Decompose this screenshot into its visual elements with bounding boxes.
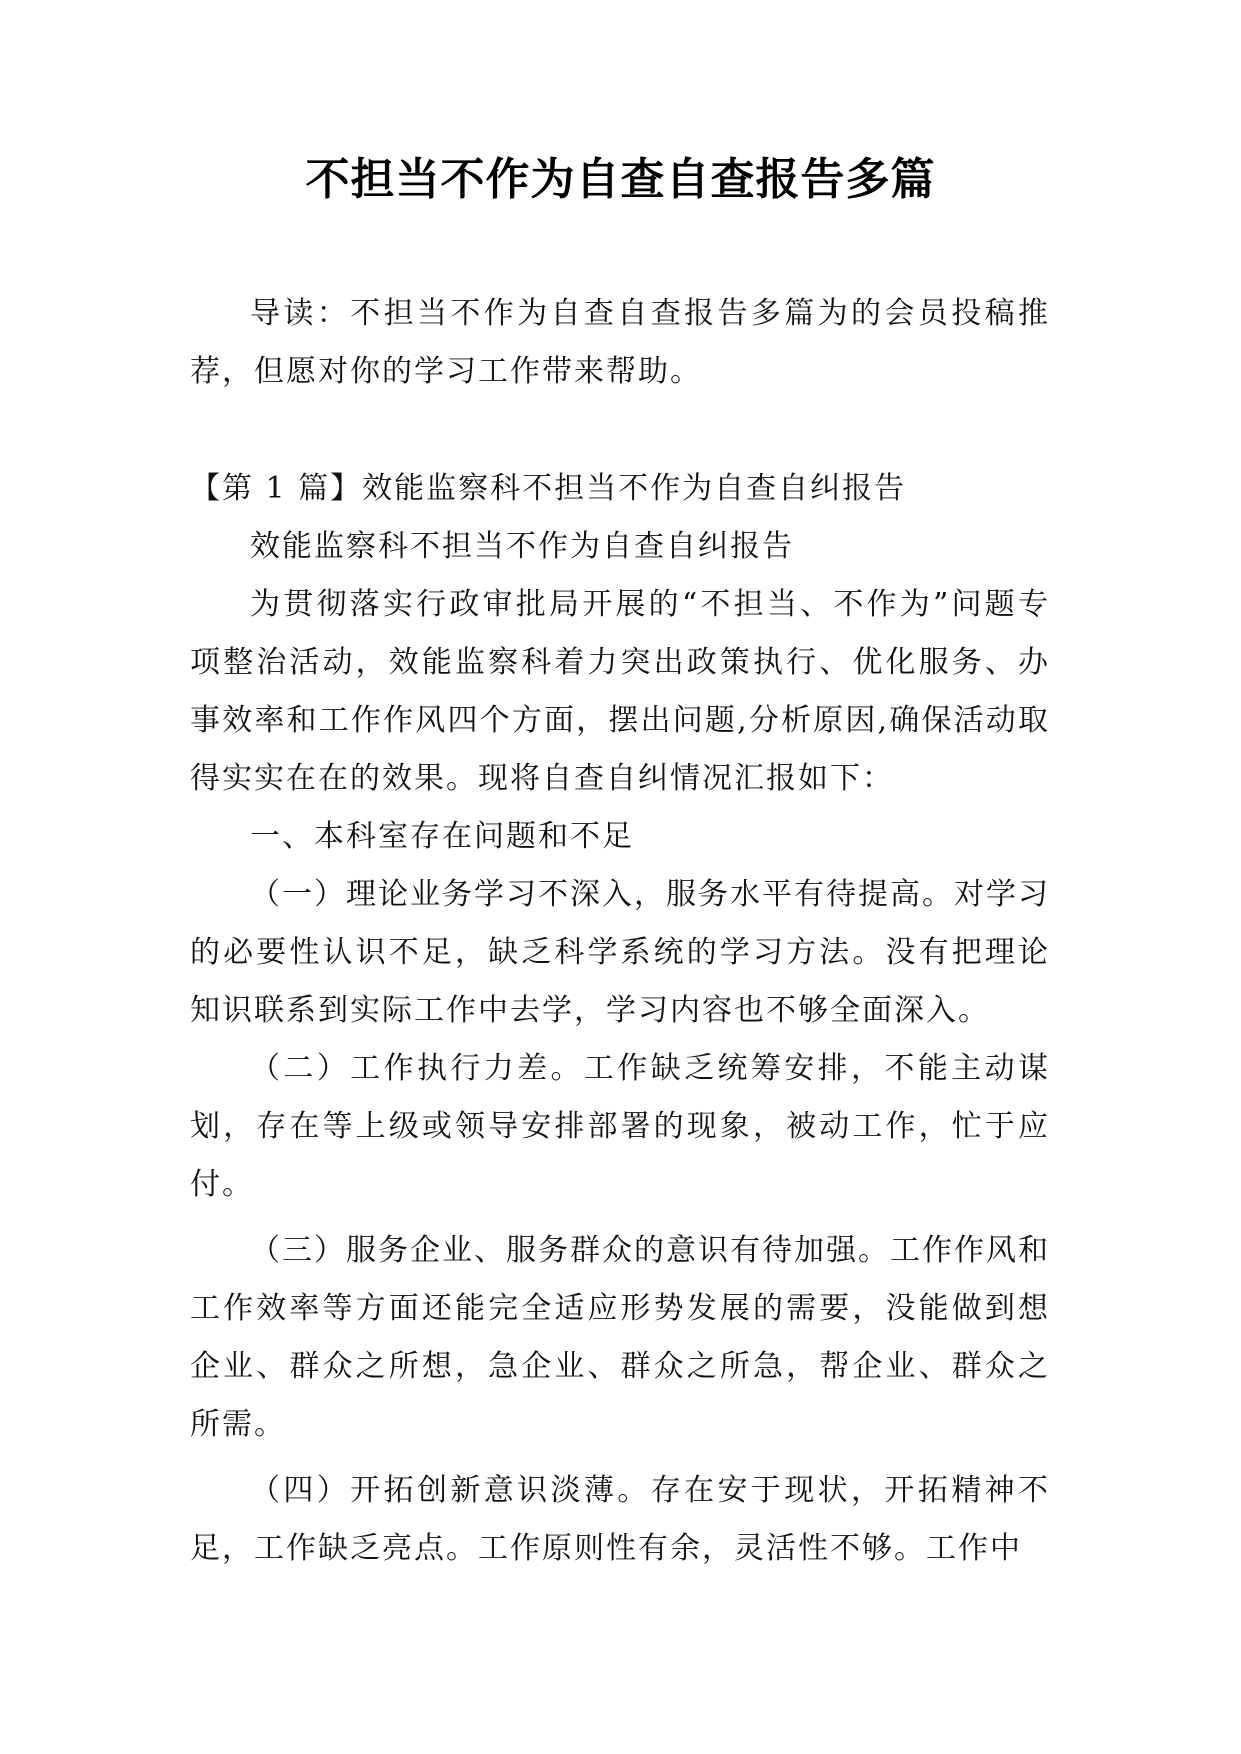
document-title: 不担当不作为自查自查报告多篇	[305, 154, 936, 205]
intro-block	[190, 285, 1050, 401]
paragraph-item-1: （一）理论业务学习不深入，服务水平有待提高。对学习的必要性认识不足，缺乏科学系统的学习方法。没有把理论知识联系到实际工作中去学，学习内容也不够全面深入。	[190, 877, 1050, 1028]
section-heading: 【第 1 篇】效能监察科不担当不作为自查自纠报告	[190, 471, 907, 506]
paragraph-item-3: （三）服务企业、服务群众的意识有待加强。工作作风和工作效率等方面还能完全适应形势发展的需要，没能做到想企业、群众之所想，急企业、群众之所急，帮企业、群众之所需。	[190, 1233, 1050, 1442]
article-body	[190, 460, 1050, 1578]
paragraph-heading-problems: 一、本科室存在问题和不足	[250, 819, 634, 854]
paragraph-item-2: （二）工作执行力差。工作缺乏统筹安排，不能主动谋划，存在等上级或领导安排部署的现象，被动工作，忙于应付。	[190, 1051, 1050, 1202]
paragraph-item-4: （四）开拓创新意识淡薄。存在安于现状，开拓精神不足，工作缺乏亮点。工作原则性有余，灵活性不够。工作中	[190, 1473, 1050, 1566]
paragraph-preface: 为贯彻落实行政审批局开展的“不担当、不作为”问题专项整治活动，效能监察科着力突出政策执行、优化服务、办事效率和工作作风四个方面，摆出问题,分析原因,确保活动取得实实在在的效果。现将自查自纠情况汇报如下：	[190, 587, 1050, 796]
article-subtitle: 效能监察科不担当不作为自查自纠报告	[250, 529, 794, 564]
intro-paragraph: 导读：不担当不作为自查自查报告多篇为的会员投稿推荐，但愿对你的学习工作带来帮助。	[190, 296, 1050, 389]
